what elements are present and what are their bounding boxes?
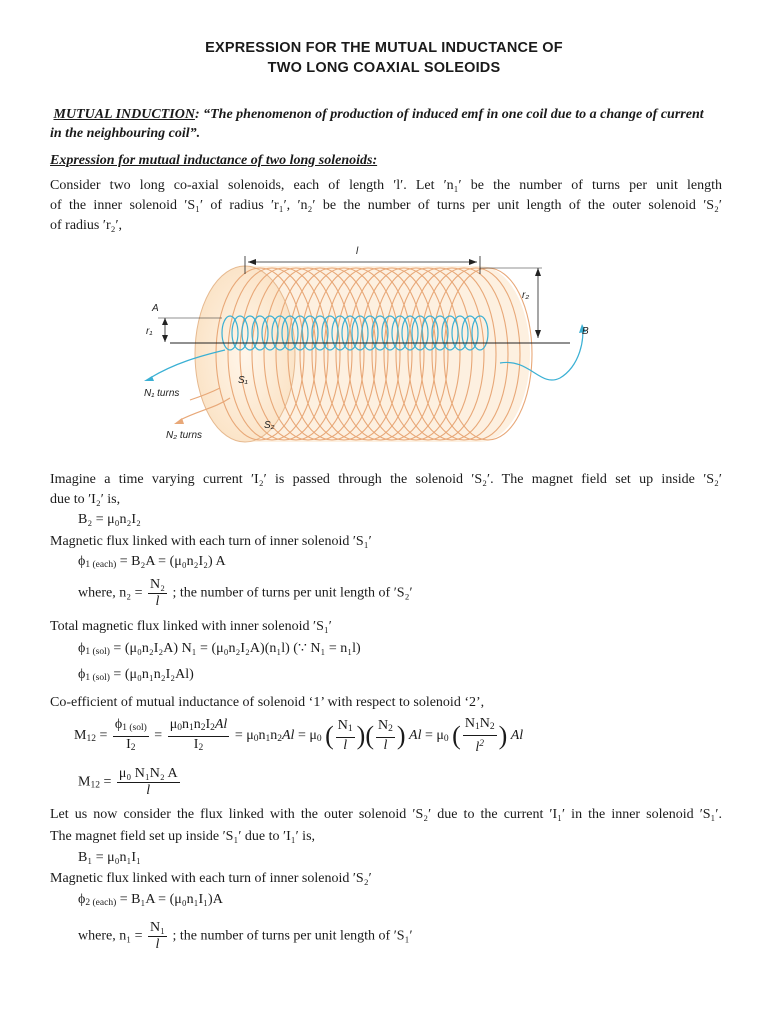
definition-text-1: : “The phenomenon of production of induced emf in one coil due to a change of current	[194, 107, 704, 122]
frac-n2	[148, 577, 167, 610]
eq-n2	[78, 577, 413, 610]
label-n2-turns: N₂ turns	[166, 430, 203, 441]
eq-m12-derivation: $M_{12}$ = $\frac{\phi_{1 (sol)}}{I_2}$ = $\frac{\mu_0n_1n_2I_2Al}{I_2}$ = $\mu_0n_1n_2Al = \mu_0$ ( $\frac{N_1}{l}$ )( $\frac{N_2}{l}$ ) $Al = \mu_0$ ( $\frac{N_1N_2}{l^2}$ ) Al	[74, 716, 524, 755]
label-n1-turns: N₁ turns	[144, 388, 180, 399]
label-s1: S₁	[238, 375, 248, 386]
label-length: l	[356, 246, 359, 257]
title-line-1: EXPRESSION FOR THE MUTUAL INDUCTANCE OF	[205, 40, 563, 56]
flux-each2-label: Magnetic flux linked with each turn of inner solenoid ′S₂′	[50, 871, 372, 886]
label-r1: r₁	[146, 326, 153, 337]
para3-line-1: Let us now consider the flux linked with the outer solenoid ′S₂′ due to the current ′I₁′ in the inner solenoid ′S₁′.	[50, 807, 722, 822]
para2-line-1: Imagine a time varying current ′I₂′ is passed through the solenoid ′S₂′. The magnet field set up inside ′S₂′	[50, 472, 722, 487]
frac-n2-num: N₂	[149, 577, 165, 592]
eq-n1	[78, 920, 413, 953]
frac-n1-den: l	[155, 937, 160, 952]
label-r2: r₂	[522, 290, 530, 301]
label-B: B	[582, 326, 589, 337]
para3-line-2: The magnet field set up inside ′S₁′ due to ′I₁′ is,	[50, 829, 316, 844]
eq-phi-each-2-rhs: = B₁A = (μ₀n₁I₁)A	[119, 892, 223, 907]
definition-line-1	[50, 105, 722, 124]
eq-n2-lhs: where, n₂ =	[78, 585, 143, 601]
eq-phi-sol-2-rhs: = (μ₀n₁n₂I₂Al)	[113, 667, 194, 682]
intro-line-3: of radius ′r₂′,	[50, 218, 123, 233]
eq-phi-sol-1-rhs: = (μ₀n₂I₂A) N₁ = (μ₀n₂I₂A)(n₁l) (∵ N₁ = n₁l)	[113, 641, 361, 656]
frac-n1	[148, 920, 167, 953]
eq-phi-sol-2: $\phi_{1 (sol)} = (\mu_0n_1n_2I_2Al)$	[78, 667, 194, 683]
label-A: A	[152, 303, 159, 314]
coaxial-solenoid-diagram	[130, 238, 620, 460]
eq-phi-sol-1: $\phi_{1 (sol)} = (\mu_0n_2I_2A) N_1 = (\mu_0n_2I_2A)(n_1l)$ (∵ N₁ = n₁l)	[78, 641, 361, 657]
eq-phi-each: $\phi_{1 (each)} = B_2A = (\mu_0n_2I_2)$ A	[78, 554, 226, 570]
label-s2: S₂	[264, 420, 275, 431]
section-heading: Expression for mutual inductance of two long solenoids:	[50, 153, 378, 168]
frac-m12	[117, 766, 180, 799]
title-line-2: TWO LONG COAXIAL SOLEOIDS	[267, 60, 501, 76]
intro-line-1: Consider two long co-axial solenoids, each of length ′l′. Let ′n₁′ be the number of turns per unit length	[50, 178, 722, 193]
intro-line-2: of the inner solenoid ′S₁′ of radius ′r₁′, ′n₂′ be the number of turns per unit length of the outer solenoid ′S₂′	[50, 198, 722, 213]
definition-term: MUTUAL INDUCTION	[53, 107, 195, 122]
eq-phi-each-rhs: = B₂A = (μ₀n₂I₂) A	[119, 554, 226, 569]
frac-m12-den: l	[146, 783, 151, 798]
coeff-label: Co-efficient of mutual inductance of solenoid ‘1’ with respect to solenoid ‘2’,	[50, 695, 485, 710]
eq-n1-lhs: where, n₁ =	[78, 928, 143, 944]
eq-n2-tail: ; the number of turns per unit length of ′S₂′	[172, 585, 413, 601]
eq-m12-final: $M_{12}$ = $\frac{\text{μ₀ N₁N₂ A}}{l}$	[78, 766, 178, 798]
para2-line-2: due to ′I₂′ is,	[50, 492, 121, 507]
frac-m12-num: μ₀ N₁N₂ A	[118, 766, 178, 781]
eq-b1: B₁ = μ₀n₁I₁	[78, 850, 141, 865]
eq-b2: B₂ = μ₀n₂I₂	[78, 512, 141, 527]
total-flux-label: Total magnetic flux linked with inner solenoid ′S₁′	[50, 619, 332, 634]
definition-line-2: in the neighbouring coil”.	[50, 126, 201, 141]
eq-n1-tail: ; the number of turns per unit length of ′S₁′	[172, 928, 413, 944]
flux-each-label: Magnetic flux linked with each turn of inner solenoid ′S₁′	[50, 534, 372, 549]
frac-n2-den: l	[155, 594, 160, 609]
eq-phi-each-2: $\phi_{2 (each)} = B_1A = (\mu_0n_1I_1)A$	[78, 892, 223, 908]
frac-n1-num: N₁	[149, 920, 165, 935]
